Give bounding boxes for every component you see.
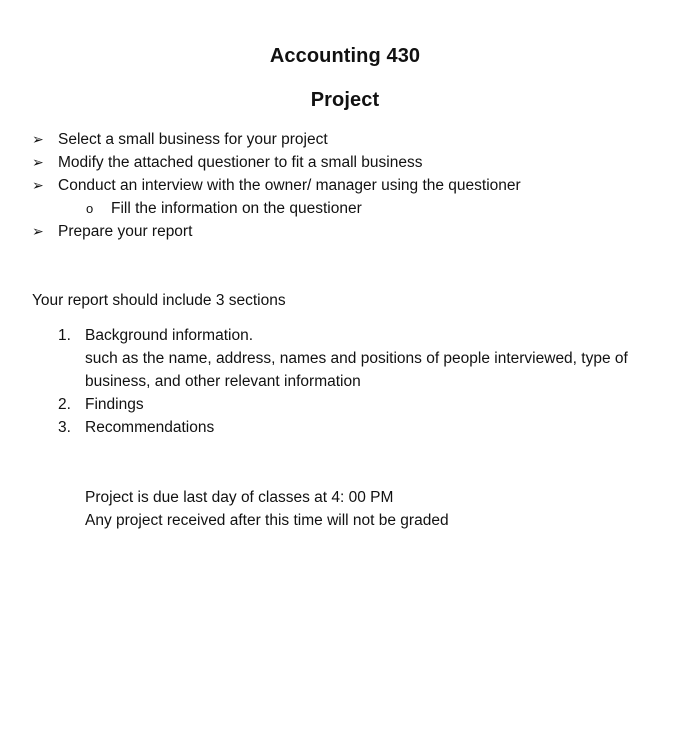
list-item: [32, 151, 672, 174]
section-number: 2.: [58, 396, 71, 413]
step-text: Modify the attached questioner to fit a small business: [58, 154, 423, 171]
circle-bullet-icon: o: [86, 201, 94, 216]
arrow-bullet-icon: ➢: [32, 131, 44, 147]
section-title: Findings: [85, 396, 144, 413]
list-item: [32, 128, 672, 151]
list-item: [32, 174, 672, 197]
section-number: 1.: [58, 327, 71, 344]
list-item: [58, 416, 678, 439]
section-detail-text: such as the name, address, names and positions of people interviewed, type of business, and other relevant information: [85, 350, 628, 390]
course-title: Accounting 430: [269, 45, 421, 67]
step-text: Select a small business for your project: [58, 131, 328, 148]
step-text: Fill the information on the questioner: [111, 200, 362, 217]
arrow-bullet-icon: ➢: [32, 223, 44, 239]
list-item: [58, 324, 678, 393]
list-item: [58, 393, 678, 416]
report-intro: Your report should include 3 sections: [32, 292, 286, 309]
section-title: Background information.: [85, 327, 254, 344]
step-text: Prepare your report: [58, 223, 193, 240]
step-text: Conduct an interview with the owner/ manager using the questioner: [58, 177, 521, 194]
section-detail: [85, 347, 670, 393]
deadline-line: Project is due last day of classes at 4: 00 PM: [85, 489, 394, 506]
arrow-bullet-icon: ➢: [32, 154, 44, 170]
project-steps-list: [32, 128, 672, 243]
arrow-bullet-icon: ➢: [32, 177, 44, 193]
report-sections-list: [58, 324, 678, 439]
deadline-notice: [85, 486, 449, 532]
page-title: Project: [310, 89, 380, 111]
section-number: 3.: [58, 419, 71, 436]
late-policy-line: Any project received after this time will not be graded: [85, 512, 449, 529]
sub-list-item: [32, 197, 672, 220]
section-title: Recommendations: [85, 419, 215, 436]
list-item: [32, 220, 672, 243]
